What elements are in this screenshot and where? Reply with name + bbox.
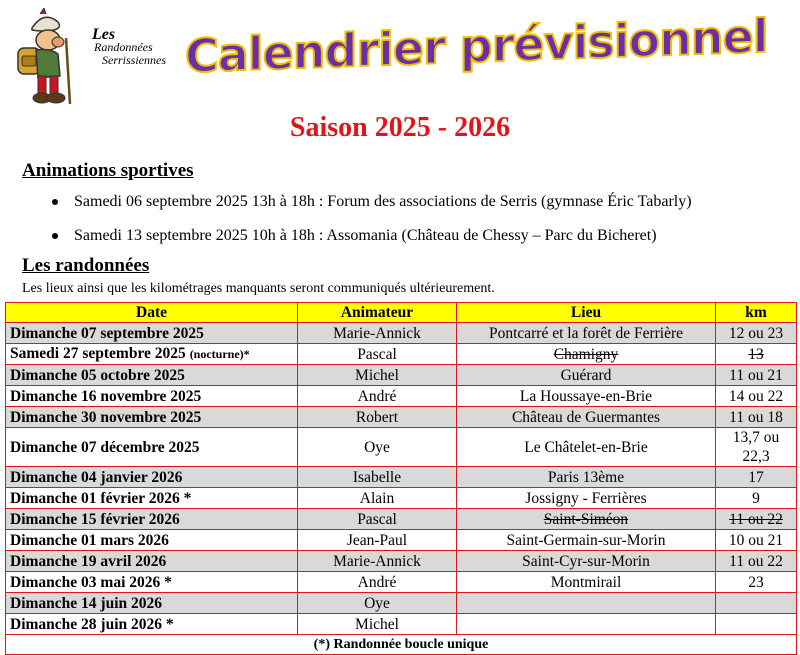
row-date: Dimanche 16 novembre 2025 — [6, 386, 298, 407]
table-row — [6, 530, 797, 551]
season-title: Saison 2025 - 2026 — [289, 112, 511, 143]
row-date-suffix: (nocturne)* — [189, 347, 250, 361]
row-km: 11 ou 18 — [716, 407, 797, 428]
row-date-text: Samedi 27 septembre 2025 — [10, 345, 190, 362]
row-place — [457, 614, 716, 635]
club-logo — [14, 8, 174, 108]
row-place: Paris 13ème — [457, 467, 716, 488]
hikes-table — [5, 302, 797, 655]
row-animator: Marie-Annick — [298, 551, 457, 572]
row-place: Pontcarré et la forêt de Ferrière — [457, 323, 716, 344]
row-animator: Oye — [298, 593, 457, 614]
hiker-mascot-icon — [14, 8, 80, 108]
row-animator: Pascal — [298, 344, 457, 365]
row-km — [716, 509, 797, 530]
table-row — [6, 407, 797, 428]
row-place: Saint-Cyr-sur-Morin — [457, 551, 716, 572]
row-animator: André — [298, 572, 457, 593]
sports-heading: Animations sportives — [22, 160, 194, 181]
row-date: Dimanche 04 janvier 2026 — [6, 467, 298, 488]
row-date: Dimanche 07 septembre 2025 — [6, 323, 298, 344]
row-animator: Oye — [298, 428, 457, 467]
row-animator: Michel — [298, 614, 457, 635]
sports-item: Samedi 06 septembre 2025 13h à 18h : Forum des associations de Serris (gymnase Éric Tabarly) — [46, 192, 692, 226]
row-place: Saint-Germain-sur-Morin — [457, 530, 716, 551]
row-place: Guérard — [457, 365, 716, 386]
column-header-date: Date — [6, 303, 298, 323]
sports-item: Samedi 13 septembre 2025 10h à 18h : Assomania (Château de Chessy – Parc du Bicheret) — [46, 226, 692, 260]
table-row — [6, 593, 797, 614]
row-km — [716, 593, 797, 614]
row-place — [457, 509, 716, 530]
row-place-struck: Saint-Siméon — [543, 510, 629, 528]
table-row — [6, 365, 797, 386]
row-animator: Alain — [298, 488, 457, 509]
row-km-struck: 11 ou 22 — [729, 510, 783, 528]
row-place: Jossigny - Ferrières — [457, 488, 716, 509]
row-date: Dimanche 07 décembre 2025 — [6, 428, 298, 467]
row-km — [716, 344, 797, 365]
table-row — [6, 428, 797, 467]
row-date: Dimanche 15 février 2026 — [6, 509, 298, 530]
row-km: 11 ou 22 — [716, 551, 797, 572]
row-date: Dimanche 05 octobre 2025 — [6, 365, 298, 386]
table-row — [6, 614, 797, 635]
hikes-heading: Les randonnées — [22, 255, 150, 276]
column-header-animator: Animateur — [298, 303, 457, 323]
row-km: 11 ou 21 — [716, 365, 797, 386]
table-row — [6, 551, 797, 572]
row-place: Le Châtelet-en-Brie — [457, 428, 716, 467]
row-animator: Pascal — [298, 509, 457, 530]
row-place: La Houssaye-en-Brie — [457, 386, 716, 407]
row-animator: André — [298, 386, 457, 407]
table-row — [6, 386, 797, 407]
row-animator: Robert — [298, 407, 457, 428]
row-date — [6, 344, 298, 365]
logo-line-1: Les — [92, 26, 116, 43]
row-km: 23 — [716, 572, 797, 593]
row-animator: Isabelle — [298, 467, 457, 488]
row-km: 10 ou 21 — [716, 530, 797, 551]
row-animator: Marie-Annick — [298, 323, 457, 344]
table-row — [6, 509, 797, 530]
row-date: Dimanche 03 mai 2026 * — [6, 572, 298, 593]
table-footer-row — [6, 635, 797, 655]
table-row — [6, 323, 797, 344]
row-date: Dimanche 14 juin 2026 — [6, 593, 298, 614]
row-animator: Michel — [298, 365, 457, 386]
row-animator: Jean-Paul — [298, 530, 457, 551]
row-km-struck: 13 — [748, 345, 764, 363]
table-row — [6, 344, 797, 365]
row-date: Dimanche 30 novembre 2025 — [6, 407, 298, 428]
column-header-place: Lieu — [457, 303, 716, 323]
sports-list — [46, 192, 692, 260]
row-km: 17 — [716, 467, 797, 488]
column-header-km: km — [716, 303, 797, 323]
row-date: Dimanche 28 juin 2026 * — [6, 614, 298, 635]
row-place — [457, 593, 716, 614]
table-row — [6, 572, 797, 593]
row-km — [716, 614, 797, 635]
row-km: 9 — [716, 488, 797, 509]
row-place — [457, 344, 716, 365]
hikes-note: Les lieux ainsi que les kilométrages manquants seront communiqués ultérieurement. — [22, 281, 495, 296]
table-row — [6, 467, 797, 488]
table-row — [6, 488, 797, 509]
row-km: 13,7 ou 22,3 — [716, 428, 797, 467]
row-km: 12 ou 23 — [716, 323, 797, 344]
page-title: Calendrier prévisionnel — [185, 8, 768, 84]
logo-line-2: Randonnées — [94, 40, 153, 54]
table-footnote: (*) Randonnée boucle unique — [6, 635, 797, 655]
row-km: 14 ou 22 — [716, 386, 797, 407]
row-place-struck: Chamigny — [553, 345, 619, 363]
logo-line-3: Serrissiennes — [102, 53, 166, 67]
logo-text — [84, 26, 180, 68]
row-place: Château de Guermantes — [457, 407, 716, 428]
row-date: Dimanche 01 mars 2026 — [6, 530, 298, 551]
row-date: Dimanche 01 février 2026 * — [6, 488, 298, 509]
row-date: Dimanche 19 avril 2026 — [6, 551, 298, 572]
table-header-row — [6, 303, 797, 323]
row-place: Montmirail — [457, 572, 716, 593]
